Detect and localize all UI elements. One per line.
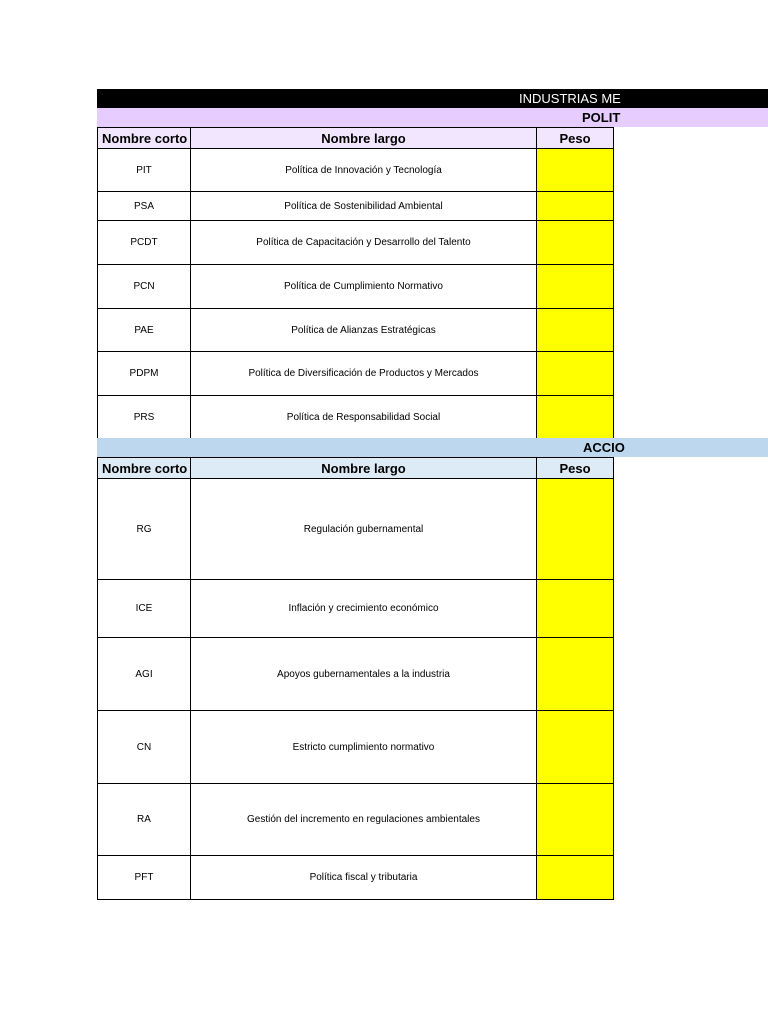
- weight-input-cell[interactable]: [537, 711, 614, 784]
- column-header-long[interactable]: Nombre largo: [191, 458, 537, 479]
- short-name-cell[interactable]: PFT: [98, 856, 191, 900]
- long-name-cell[interactable]: Apoyos gubernamentales a la industria: [191, 638, 537, 711]
- table-row: [98, 638, 614, 711]
- long-name-cell[interactable]: Gestión del incremento en regulaciones ambientales: [191, 784, 537, 856]
- column-header-weight[interactable]: Peso: [537, 128, 614, 149]
- weight-input-cell[interactable]: [537, 265, 614, 309]
- sheet-title: INDUSTRIAS ME: [519, 91, 621, 106]
- short-name-cell[interactable]: CN: [98, 711, 191, 784]
- short-name-cell[interactable]: PAE: [98, 309, 191, 352]
- acciones-section-band: [97, 438, 768, 457]
- short-name-cell[interactable]: ICE: [98, 580, 191, 638]
- short-name-cell[interactable]: PIT: [98, 149, 191, 192]
- long-name-cell[interactable]: Regulación gubernamental: [191, 479, 537, 580]
- short-name-cell[interactable]: AGI: [98, 638, 191, 711]
- title-band: [97, 89, 768, 108]
- politicas-section-label: POLIT: [582, 110, 621, 125]
- long-name-cell[interactable]: Estricto cumplimiento normativo: [191, 711, 537, 784]
- table-row: [98, 784, 614, 856]
- weight-input-cell[interactable]: [537, 479, 614, 580]
- long-name-cell[interactable]: Política de Capacitación y Desarrollo del Talento: [191, 221, 537, 265]
- politicas-header-row: [98, 128, 614, 149]
- table-row: [98, 192, 614, 221]
- table-row: [98, 856, 614, 900]
- table-row: [98, 711, 614, 784]
- table-row: [98, 309, 614, 352]
- short-name-cell[interactable]: PDPM: [98, 352, 191, 396]
- weight-input-cell[interactable]: [537, 784, 614, 856]
- long-name-cell[interactable]: Política de Cumplimiento Normativo: [191, 265, 537, 309]
- politicas-section-band: [97, 108, 768, 127]
- acciones-section-label: ACCIO: [583, 440, 625, 455]
- long-name-cell[interactable]: Política de Sostenibilidad Ambiental: [191, 192, 537, 221]
- weight-input-cell[interactable]: [537, 149, 614, 192]
- weight-input-cell[interactable]: [537, 856, 614, 900]
- short-name-cell[interactable]: PCDT: [98, 221, 191, 265]
- weight-input-cell[interactable]: [537, 396, 614, 439]
- weight-input-cell[interactable]: [537, 580, 614, 638]
- short-name-cell[interactable]: RG: [98, 479, 191, 580]
- acciones-table: [97, 457, 614, 900]
- column-header-short[interactable]: Nombre corto: [98, 458, 191, 479]
- long-name-cell[interactable]: Política fiscal y tributaria: [191, 856, 537, 900]
- weight-input-cell[interactable]: [537, 309, 614, 352]
- long-name-cell[interactable]: Política de Alianzas Estratégicas: [191, 309, 537, 352]
- long-name-cell[interactable]: Política de Responsabilidad Social: [191, 396, 537, 439]
- table-row: [98, 265, 614, 309]
- table-row: [98, 149, 614, 192]
- politicas-table: [97, 127, 614, 439]
- short-name-cell[interactable]: PCN: [98, 265, 191, 309]
- table-row: [98, 580, 614, 638]
- short-name-cell[interactable]: PRS: [98, 396, 191, 439]
- column-header-short[interactable]: Nombre corto: [98, 128, 191, 149]
- column-header-long[interactable]: Nombre largo: [191, 128, 537, 149]
- long-name-cell[interactable]: Política de Diversificación de Productos y Mercados: [191, 352, 537, 396]
- weight-input-cell[interactable]: [537, 192, 614, 221]
- table-row: [98, 396, 614, 439]
- acciones-header-row: [98, 458, 614, 479]
- table-row: [98, 352, 614, 396]
- short-name-cell[interactable]: PSA: [98, 192, 191, 221]
- long-name-cell[interactable]: Política de Innovación y Tecnología: [191, 149, 537, 192]
- table-row: [98, 479, 614, 580]
- weight-input-cell[interactable]: [537, 352, 614, 396]
- weight-input-cell[interactable]: [537, 638, 614, 711]
- column-header-weight[interactable]: Peso: [537, 458, 614, 479]
- long-name-cell[interactable]: Inflación y crecimiento económico: [191, 580, 537, 638]
- short-name-cell[interactable]: RA: [98, 784, 191, 856]
- table-row: [98, 221, 614, 265]
- weight-input-cell[interactable]: [537, 221, 614, 265]
